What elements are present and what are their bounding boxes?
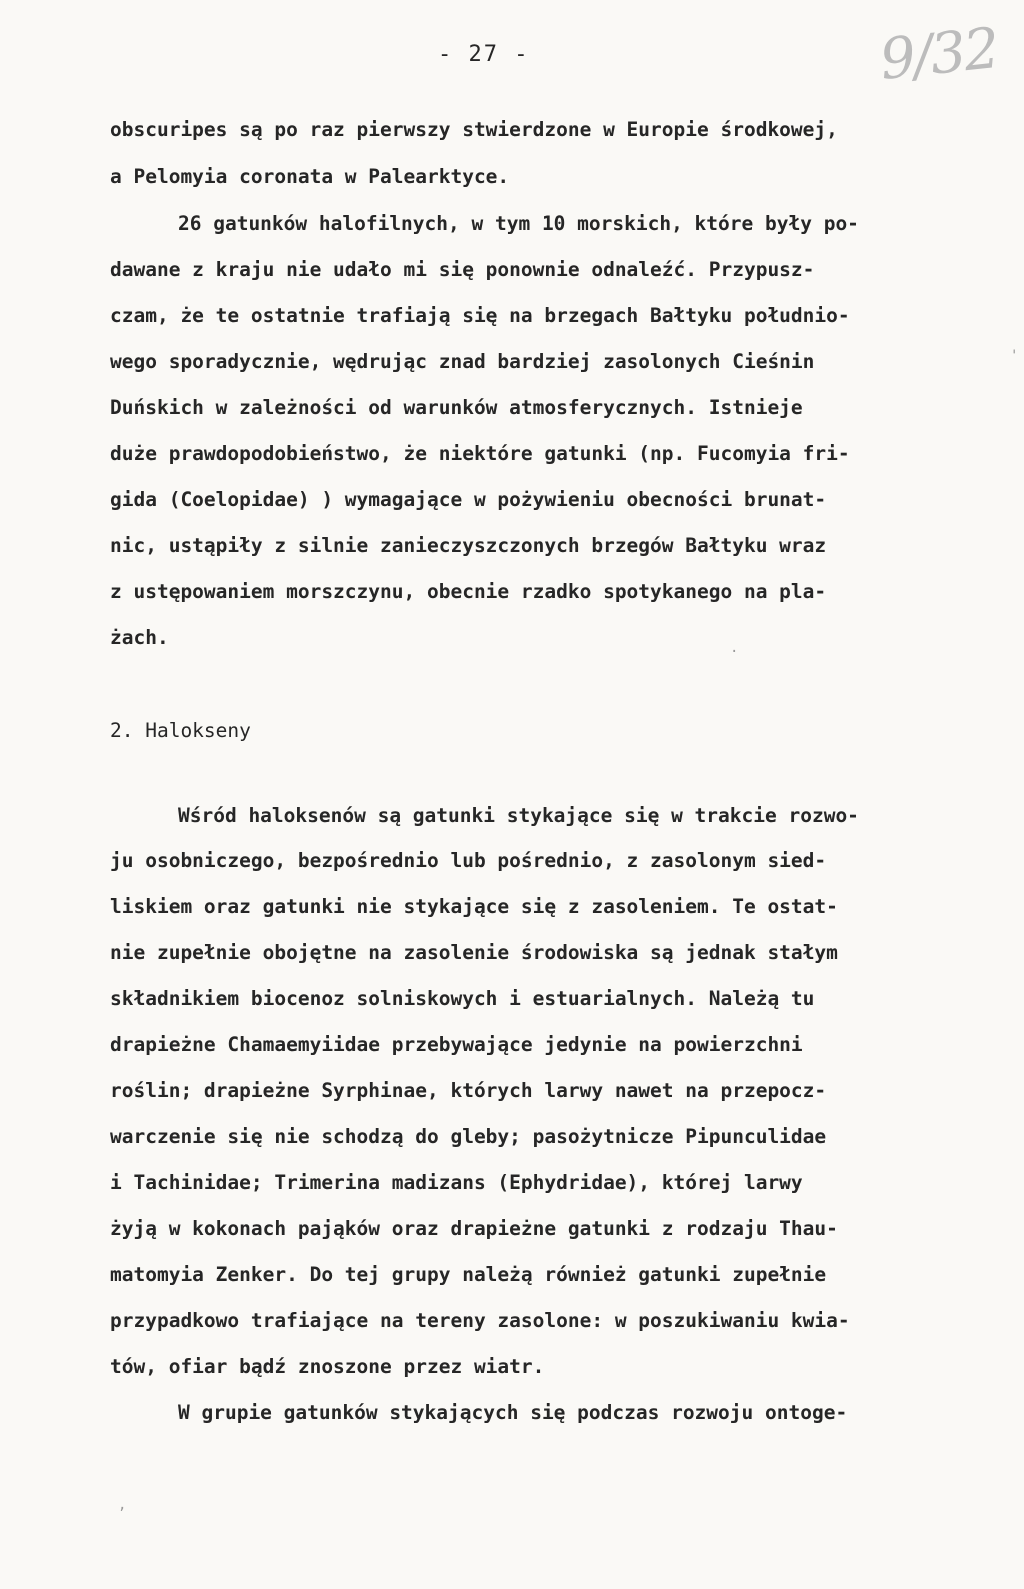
- text-line: składnikiem biocenoz solniskowych i estuarialnych. Należą tu: [110, 987, 815, 1010]
- text-line: obscuripes są po raz pierwszy stwierdzone w Europie środkowej,: [110, 118, 838, 141]
- handwritten-page-annotation: 9/32: [876, 16, 1001, 93]
- text-line: gida (Coelopidae) ) wymagające w pożywieniu obecności brunat-: [110, 488, 827, 511]
- text-line: duże prawdopodobieństwo, że niektóre gatunki (np. Fucomyia fri-: [110, 442, 850, 465]
- text-line: tów, ofiar bądź znoszone przez wiatr.: [110, 1355, 545, 1378]
- page-number: - 27 -: [438, 42, 530, 67]
- text-line: drapieżne Chamaemyiidae przebywające jedynie na powierzchni: [110, 1033, 803, 1056]
- text-line: a Pelomyia coronata w Palearktyce.: [110, 165, 510, 188]
- text-line: warczenie się nie schodzą do gleby; pasożytnicze Pipunculidae: [110, 1125, 827, 1148]
- text-line: i Tachinidae; Trimerina madizans (Ephydridae), której larwy: [110, 1171, 803, 1194]
- text-line: nic, ustąpiły z silnie zanieczyszczonych brzegów Bałtyku wraz: [110, 534, 827, 557]
- text-line: 26 gatunków halofilnych, w tym 10 morskich, które były po-: [178, 212, 859, 235]
- text-line: liskiem oraz gatunki nie stykające się z zasoleniem. Te ostat-: [110, 895, 838, 918]
- text-line: czam, że te ostatnie trafiają się na brzegach Bałtyku południo-: [110, 304, 850, 327]
- text-line: dawane z kraju nie udało mi się ponownie odnaleźć. Przypusz-: [110, 258, 815, 281]
- text-line: przypadkowo trafiające na tereny zasolone: w poszukiwaniu kwia-: [110, 1309, 850, 1332]
- text-line: matomyia Zenker. Do tej grupy należą również gatunki zupełnie: [110, 1263, 827, 1286]
- text-line: żach.: [110, 626, 169, 649]
- text-line: Wśród haloksenów są gatunki stykające się w trakcie rozwo-: [178, 804, 859, 827]
- scan-speck: .: [730, 640, 739, 656]
- text-line: wego sporadycznie, wędrując znad bardziej zasolonych Cieśnin: [110, 350, 815, 373]
- text-line: W grupie gatunków stykających się podczas rozwoju ontoge-: [178, 1401, 848, 1424]
- scan-speck: ': [1010, 348, 1019, 364]
- text-line: nie zupełnie obojętne na zasolenie środowiska są jednak stałym: [110, 941, 838, 964]
- text-line: ju osobniczego, bezpośrednio lub pośrednio, z zasolonym sied-: [110, 849, 827, 872]
- section-heading: 2. Halokseny: [110, 719, 251, 742]
- text-line: roślin; drapieżne Syrphinae, których larwy nawet na przepocz-: [110, 1079, 827, 1102]
- text-line: żyją w kokonach pająków oraz drapieżne gatunki z rodzaju Thau-: [110, 1217, 838, 1240]
- text-line: Duńskich w zależności od warunków atmosferycznych. Istnieje: [110, 396, 803, 419]
- scan-speck: ,: [118, 1497, 127, 1513]
- text-line: z ustępowaniem morszczynu, obecnie rzadko spotykanego na pla-: [110, 580, 827, 603]
